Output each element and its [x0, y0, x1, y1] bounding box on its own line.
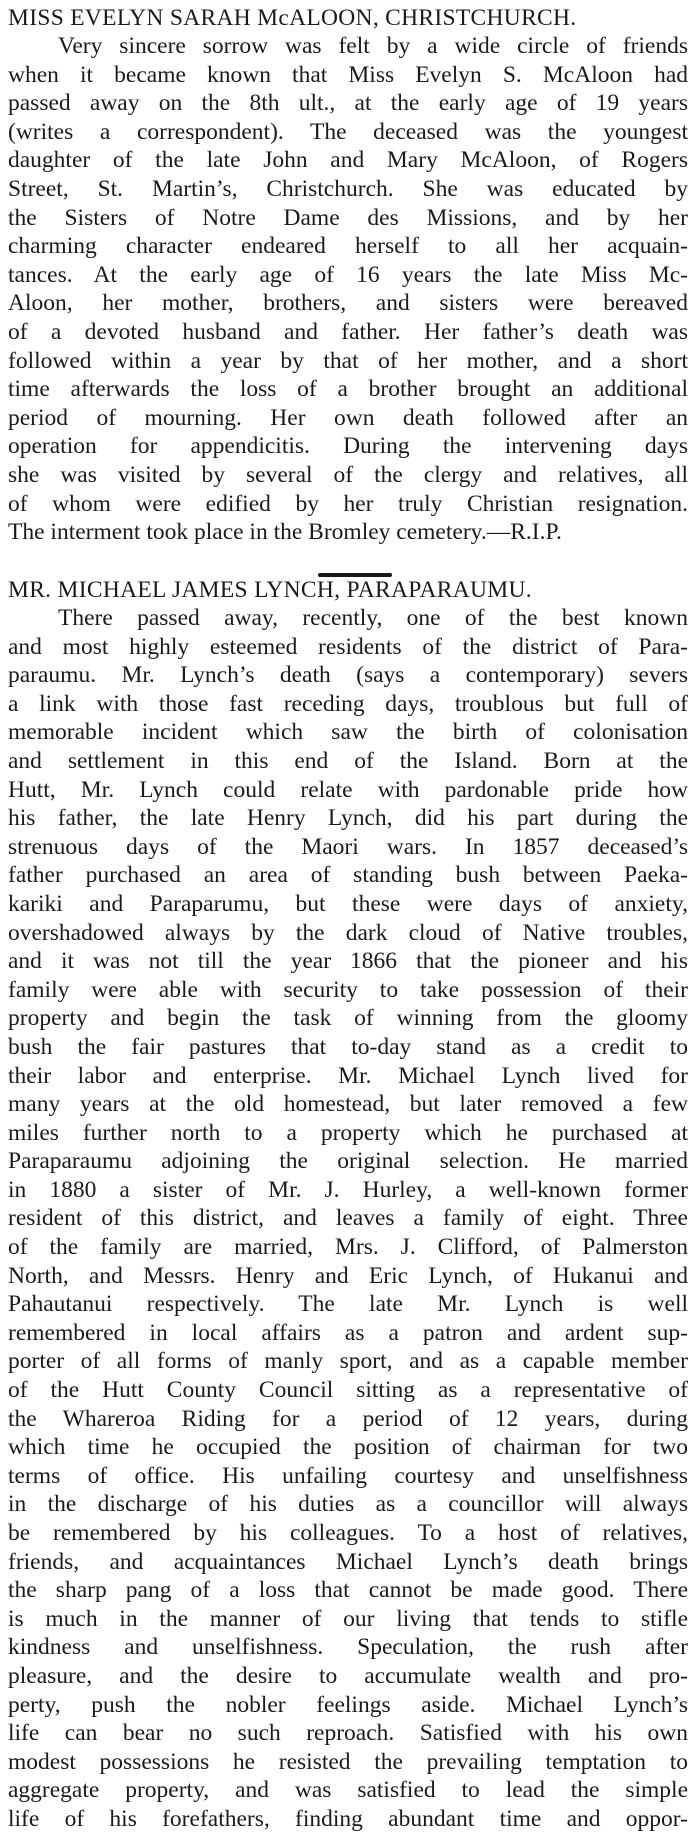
text-line: remembered in local affairs as a patron and ardent sup-	[8, 1319, 688, 1346]
text-line: followed within a year by that of her mother, and a short	[8, 347, 688, 374]
text-line: charming character endeared herself to all her acquain-	[8, 233, 688, 260]
text-line: in 1880 a sister of Mr. J. Hurley, a well-known former	[8, 1176, 688, 1203]
text-line: she was visited by several of the clergy and relatives, all	[8, 461, 688, 488]
text-line: resident of this district, and leaves a family of eight. Three	[8, 1205, 688, 1232]
text-line: time afterwards the loss of a brother brought an additional	[8, 376, 688, 403]
text-line: Aloon, her mother, brothers, and sisters were bereaved	[8, 290, 688, 317]
obituary-mcaloon	[0, 4, 698, 591]
text-line: operation for appendicitis. During the intervening days	[8, 433, 688, 460]
text-line: life can bear no such reproach. Satisfied with his own	[8, 1720, 688, 1747]
text-line: Pahautanui respectively. The late Mr. Lynch is well	[8, 1291, 688, 1318]
text-line: passed away on the 8th ult., at the early age of 19 years	[8, 90, 688, 117]
text-line: the Whareroa Riding for a period of 12 years, during	[8, 1405, 688, 1432]
text-line: in the discharge of his duties as a councillor will always	[8, 1491, 688, 1518]
text-line: modest possessions he resisted the prevailing temptation to	[8, 1748, 688, 1775]
text-line: miles further north to a property which he purchased at	[8, 1119, 688, 1146]
text-line: the sharp pang of a loss that cannot be made good. There	[8, 1577, 688, 1604]
text-line: which time he occupied the position of chairman for two	[8, 1434, 688, 1461]
text-line: friends, and acquaintances Michael Lynch’s death brings	[8, 1548, 688, 1575]
text-line: kindness and unselfishness. Speculation, the rush after	[8, 1634, 688, 1661]
text-line: aggregate property, and was satisfied to lead the simple	[8, 1777, 688, 1804]
text-line: and settlement in this end of the Island. Born at the	[8, 747, 688, 774]
obituary-heading: MISS EVELYN SARAH McALOON, CHRISTCHURCH.	[8, 5, 577, 31]
text-line: property and begin the task of winning from the gloomy	[8, 1005, 688, 1032]
text-line: life of his forefathers, finding abundant time and oppor-	[8, 1805, 688, 1832]
text-line: the Sisters of Notre Dame des Missions, and by her	[8, 204, 688, 231]
text-line: father purchased an area of standing bush between Paeka-	[8, 862, 688, 889]
text-line: The interment took place in the Bromley cemetery.—R.I.P.	[8, 519, 562, 546]
obituary-lynch	[0, 576, 698, 1834]
text-line: bush the fair pastures that to-day stand as a credit to	[8, 1033, 688, 1060]
text-line: porter of all forms of manly sport, and as a capable member	[8, 1348, 688, 1375]
text-line: be remembered by his colleagues. To a host of relatives,	[8, 1520, 688, 1546]
text-line: kariki and Paraparumu, but these were days of anxiety,	[8, 890, 688, 917]
text-line: overshadowed always by the dark cloud of Native troubles,	[8, 919, 688, 946]
text-line: memorable incident which saw the birth of colonisation	[8, 719, 688, 746]
text-line: and it was not till the year 1866 that the pioneer and his	[8, 948, 688, 975]
text-line: of a devoted husband and father. Her father’s death was	[8, 318, 688, 345]
text-line: Very sincere sorrow was felt by a wide circle of friends	[58, 33, 688, 59]
text-line: family were able with security to take possession of their	[8, 976, 688, 1003]
obituary-body	[8, 32, 688, 547]
text-line: many years at the old homestead, but later removed a few	[8, 1091, 688, 1118]
text-line: a link with those fast receding days, troublous but full of	[8, 690, 688, 717]
text-line: North, and Messrs. Henry and Eric Lynch, of Hukanui and	[8, 1262, 688, 1289]
text-line: of the Hutt County Council sitting as a representative of	[8, 1377, 688, 1404]
text-line: strenuous days of the Maori wars. In 1857 deceased’s	[8, 833, 688, 860]
text-line: paraumu. Mr. Lynch’s death (says a contemporary) severs	[8, 662, 688, 689]
text-line: and most highly esteemed residents of the district of Para-	[8, 633, 688, 660]
text-line: daughter of the late John and Mary McAloon, of Rogers	[8, 147, 688, 174]
text-line: is much in the manner of our living that tends to stifle	[8, 1605, 688, 1632]
text-line: There passed away, recently, one of the best known	[58, 605, 688, 631]
text-line: perty, push the nobler feelings aside. Michael Lynch’s	[8, 1691, 688, 1718]
obituary-heading: MR. MICHAEL JAMES LYNCH, PARAPARAUMU.	[8, 577, 532, 603]
text-line: his father, the late Henry Lynch, did his part during the	[8, 805, 688, 832]
text-line: Street, St. Martin’s, Christchurch. She was educated by	[8, 175, 688, 202]
obituary-body	[8, 604, 688, 1834]
text-line: (writes a correspondent). The deceased was the youngest	[8, 118, 688, 145]
text-line: pleasure, and the desire to accumulate wealth and pro-	[8, 1662, 688, 1689]
text-line: terms of office. His unfailing courtesy and unselfishness	[8, 1462, 688, 1489]
text-line: period of mourning. Her own death followed after an	[8, 404, 688, 431]
text-line: Paraparaumu adjoining the original selection. He married	[8, 1148, 688, 1175]
text-line: of the family are married, Mrs. J. Clifford, of Palmerston	[8, 1234, 688, 1261]
text-line: of whom were edified by her truly Christian resignation.	[8, 490, 688, 517]
text-line: when it became known that Miss Evelyn S. McAloon had	[8, 61, 688, 88]
text-line: Hutt, Mr. Lynch could relate with pardonable pride how	[8, 776, 688, 803]
text-line: tances. At the early age of 16 years the late Miss Mc-	[8, 261, 688, 288]
text-line: their labor and enterprise. Mr. Michael Lynch lived for	[8, 1062, 688, 1089]
